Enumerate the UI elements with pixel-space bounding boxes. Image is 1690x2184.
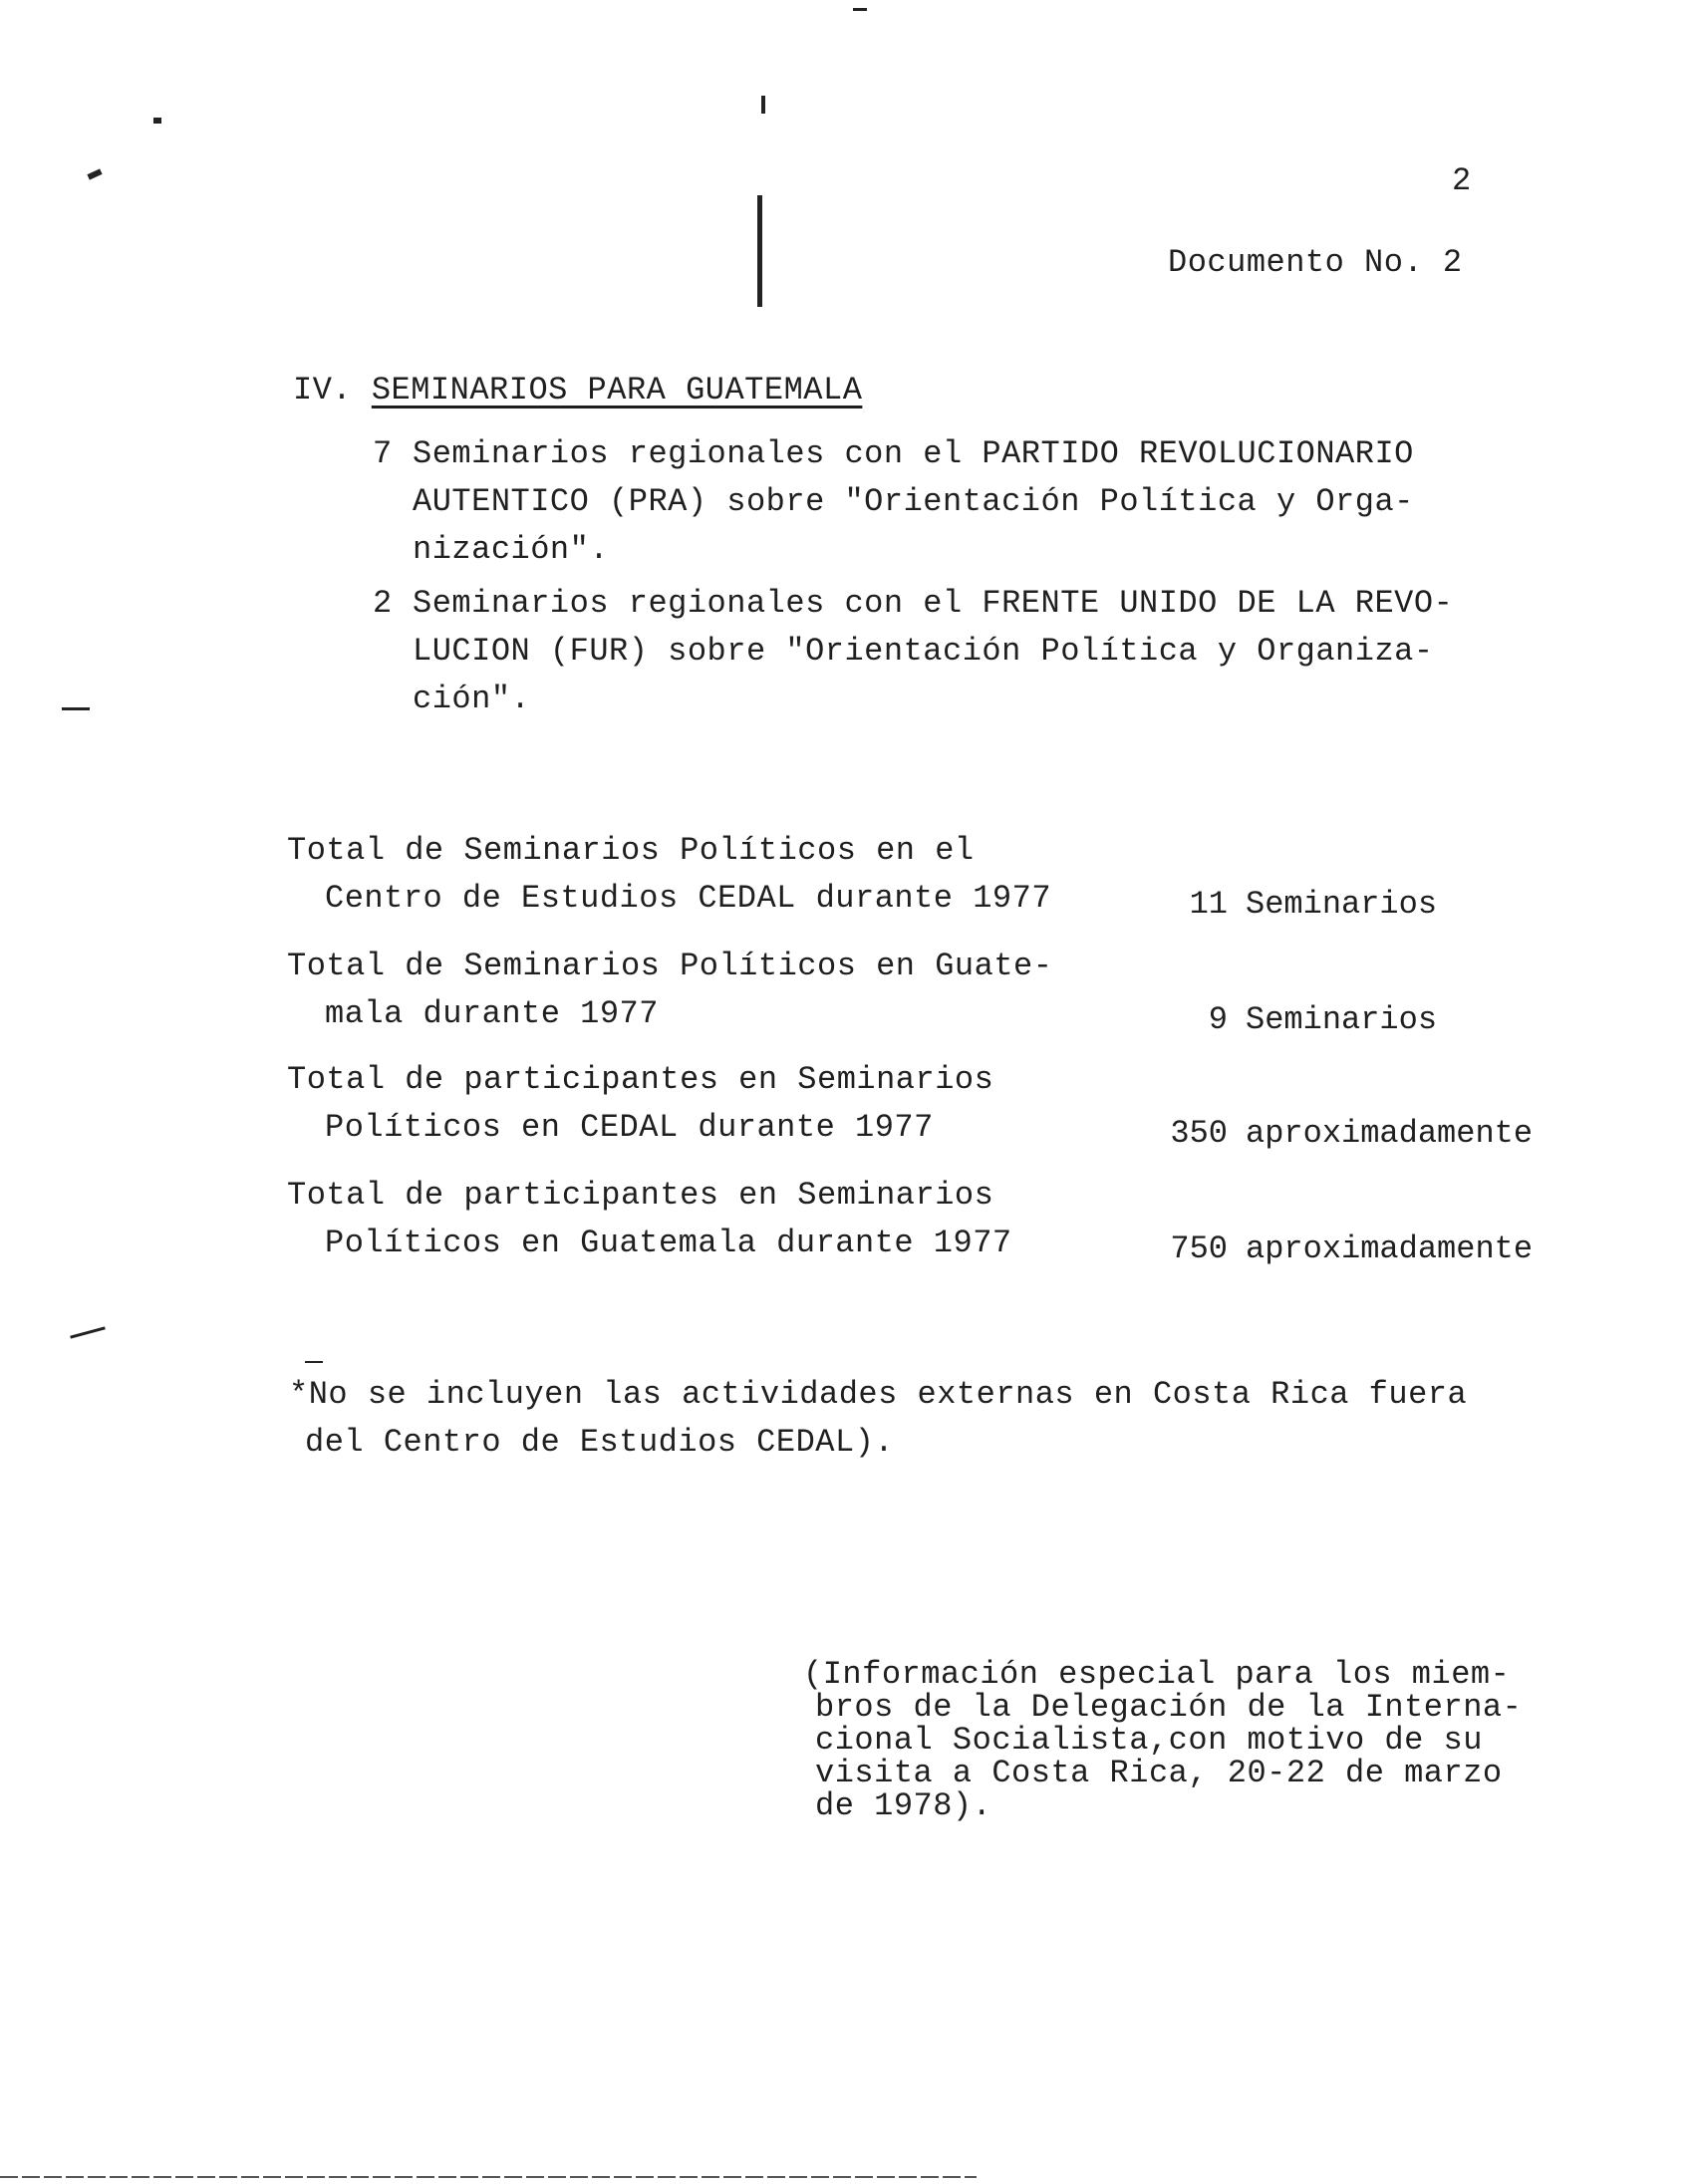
footnote (289, 1371, 1467, 1467)
scan-mark (153, 118, 161, 124)
note-line: bros de la Delegación de la Interna- (815, 1689, 1523, 1726)
total-label-line: Políticos en CEDAL durante 1977 (325, 1109, 934, 1146)
page-number: 2 (1452, 162, 1472, 199)
scan-mark (62, 707, 90, 710)
total-label-line: Centro de Estudios CEDAL durante 1977 (325, 880, 1052, 917)
total-label-line: Políticos en Guatemala durante 1977 (325, 1225, 1012, 1261)
note-line: cional Socialista,con motivo de su (815, 1722, 1483, 1759)
document-reference: Documento No. 2 (1168, 244, 1463, 281)
item-text-line: ción". (413, 681, 531, 717)
note-line: de 1978). (815, 1787, 992, 1824)
section-title: SEMINARIOS PARA GUATEMALA (371, 372, 863, 409)
list-item (373, 430, 1414, 574)
item-text-line: AUTENTICO (PRA) sobre "Orientación Política y Orga- (413, 483, 1414, 520)
item-text-line: LUCION (FUR) sobre "Orientación Política y Organiza- (413, 633, 1434, 670)
scan-mark (853, 8, 867, 11)
bottom-edge-rule (0, 2176, 977, 2178)
item-text-line: nización". (413, 531, 610, 568)
total-row-unit: aproximadamente (1246, 1230, 1534, 1267)
total-label-line: Total de Seminarios Políticos en el (287, 832, 975, 869)
section-heading (293, 367, 862, 414)
scan-mark (70, 1326, 106, 1338)
item-count: 2 (373, 585, 393, 622)
note-line: (Información especial para los miem- (803, 1656, 1511, 1693)
scan-mark (761, 96, 765, 114)
section-number: IV. (293, 372, 353, 409)
total-row-label (287, 827, 1051, 923)
total-label-line: Total de participantes en Seminarios (287, 1177, 994, 1214)
list-item (373, 580, 1453, 723)
item-text-line: Seminarios regionales con el PARTIDO REVOLUCIONARIO (413, 435, 1414, 472)
item-count: 7 (373, 435, 393, 472)
total-row-count: 350 (1170, 1115, 1228, 1152)
note-line: visita a Costa Rica, 20-22 de marzo (815, 1755, 1503, 1791)
total-row-label (287, 1172, 1012, 1267)
scan-mark (305, 1361, 323, 1363)
total-row-unit: Seminarios (1246, 886, 1438, 923)
scan-mark (87, 168, 102, 179)
total-row-count: 9 (1208, 1001, 1228, 1038)
total-label-line: Total de Seminarios Políticos en Guate- (287, 948, 1053, 984)
scan-mark (757, 195, 762, 307)
special-information-note (803, 1656, 1523, 1824)
total-label-line: Total de participantes en Seminarios (287, 1061, 994, 1098)
total-row-unit: Seminarios (1246, 1001, 1438, 1038)
footnote-line: del Centro de Estudios CEDAL). (305, 1424, 895, 1461)
total-row-count: 750 (1170, 1230, 1228, 1267)
footnote-line: *No se incluyen las actividades externas en Costa Rica fuera (289, 1376, 1468, 1413)
total-row-count: 11 (1189, 886, 1228, 923)
total-label-line: mala durante 1977 (325, 995, 659, 1032)
item-text-line: Seminarios regionales con el FRENTE UNIDO DE LA REVO- (413, 585, 1454, 622)
total-row-label (287, 943, 1052, 1038)
total-row-unit: aproximadamente (1246, 1115, 1534, 1152)
total-row-label (287, 1056, 993, 1152)
